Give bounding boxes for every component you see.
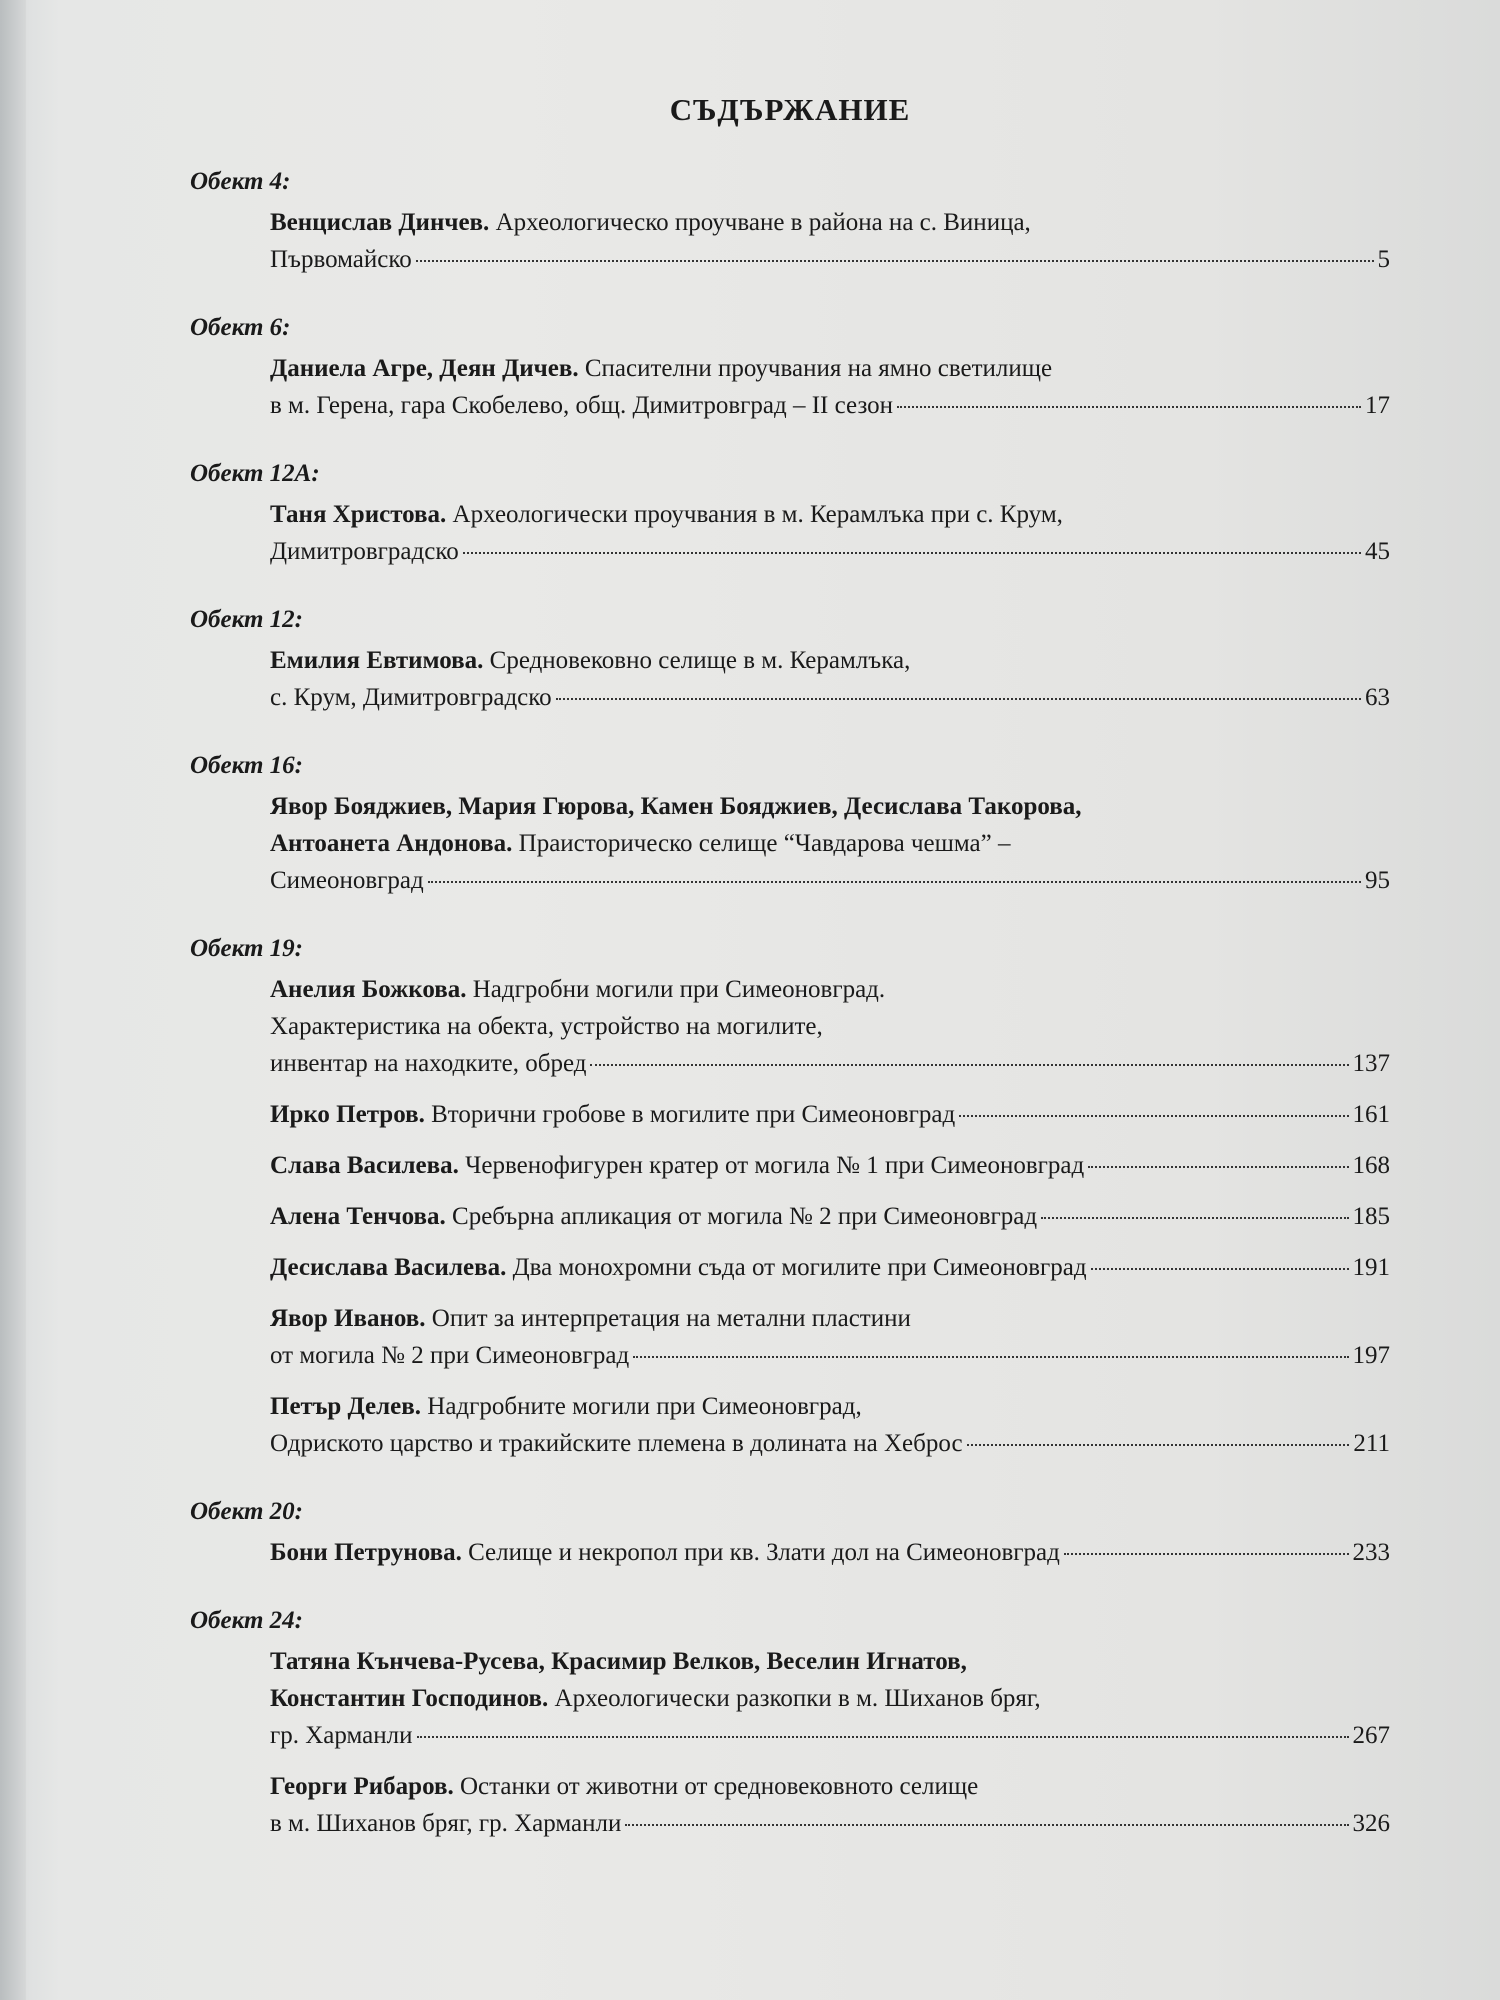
entry-line	[270, 1680, 1390, 1717]
entry-line	[270, 642, 1390, 679]
entry-last-line	[270, 1534, 1390, 1571]
entry-last-line	[270, 387, 1390, 424]
page-number: 45	[1365, 538, 1390, 565]
dot-leader	[417, 1736, 1349, 1738]
toc-section	[190, 933, 1390, 1462]
entry-title-part: Два монохромни съда от могилите при Симеоновград	[512, 1254, 1087, 1281]
dot-leader	[1091, 1268, 1349, 1270]
dot-leader	[897, 406, 1361, 408]
page-title: СЪДЪРЖАНИЕ	[669, 92, 911, 127]
object-label: Обект 19:	[190, 935, 303, 962]
entry-title-part: Симеоновград	[270, 867, 424, 894]
entry-title-part: Надгробните могили при Симеоновград,	[427, 1393, 862, 1420]
entry-title-part: Опит за интерпретация на метални пластини	[431, 1305, 911, 1332]
toc-entry	[270, 1249, 1390, 1286]
entry-title-part: Димитровградско	[270, 538, 459, 565]
entry-authors: Алена Тенчова.	[270, 1203, 446, 1230]
entry-title-part: в м. Герена, гара Скобелево, общ. Димитровград – II сезон	[270, 392, 894, 419]
page-number: 63	[1365, 684, 1390, 711]
toc-entry	[270, 788, 1390, 899]
entry-authors: Бони Петрунова.	[270, 1539, 462, 1566]
entry-text	[270, 204, 1390, 278]
entry-title-part: Средновековно селище в м. Керамлъка,	[489, 647, 911, 674]
entry-last-text	[270, 533, 459, 570]
entry-authors: Антоанета Андонова.	[270, 830, 513, 857]
entry-last-line	[270, 1249, 1390, 1286]
dot-leader	[967, 1444, 1350, 1446]
page-number: 137	[1352, 1050, 1390, 1077]
entry-last-line	[270, 1425, 1390, 1462]
page-number: 168	[1352, 1152, 1390, 1179]
entry-text	[270, 1147, 1390, 1184]
page-number: 211	[1353, 1430, 1390, 1457]
entry-last-text	[270, 1337, 629, 1374]
entry-text	[270, 788, 1390, 899]
entry-authors: Георги Рибаров.	[270, 1773, 454, 1800]
entry-title-part: от могила № 2 при Симеоновград	[270, 1342, 630, 1369]
toc-section	[190, 458, 1390, 570]
entry-authors: Даниела Агре, Деян Дичев.	[270, 355, 579, 382]
toc-entry	[270, 1096, 1390, 1133]
toc-section	[190, 750, 1390, 899]
entry-title-part: Сребърна апликация от могила № 2 при Симеоновград	[452, 1203, 1038, 1230]
entry-last-text	[270, 1805, 621, 1842]
entry-text	[270, 350, 1390, 424]
entry-line	[270, 971, 1390, 1008]
object-label: Обект 20:	[190, 1498, 303, 1525]
entry-title-part: Археологически разкопки в м. Шиханов бряг,	[554, 1685, 1041, 1712]
entry-last-text	[270, 1147, 1084, 1184]
entry-line	[270, 204, 1390, 241]
page-number: 5	[1377, 246, 1390, 273]
dot-leader	[590, 1064, 1348, 1066]
dot-leader	[1041, 1217, 1348, 1219]
entry-title-part: Археологически проучвания в м. Керамлъка при с. Крум,	[452, 501, 1063, 528]
dot-leader	[463, 552, 1361, 554]
entry-text	[270, 496, 1390, 570]
toc-entry	[270, 1768, 1390, 1842]
entry-last-line	[270, 1198, 1390, 1235]
object-label: Обект 6:	[190, 314, 291, 341]
entry-line	[270, 1008, 1390, 1045]
page-number: 191	[1352, 1254, 1390, 1281]
entry-last-text	[270, 1425, 963, 1462]
entry-title-part: Останки от животни от средновековното селище	[459, 1773, 979, 1800]
entry-last-text	[270, 1534, 1060, 1571]
entry-line	[270, 1388, 1390, 1425]
entry-title-part: Спасителни проучвания на ямно светилище	[584, 355, 1053, 382]
page-number: 233	[1352, 1539, 1390, 1566]
entry-title-part: Червенофигурен кратер от могила № 1 при Симеоновград	[465, 1152, 1085, 1179]
entry-text	[270, 1300, 1390, 1374]
entry-last-line	[270, 679, 1390, 716]
toc-entry	[270, 642, 1390, 716]
entry-text	[270, 1096, 1390, 1133]
entry-line	[270, 496, 1390, 533]
entry-last-line	[270, 533, 1390, 570]
entry-authors: Петър Делев.	[270, 1393, 422, 1420]
entry-title-part: Вторични гробове в могилите при Симеоновград	[431, 1101, 956, 1128]
toc-entry	[270, 1198, 1390, 1235]
toc-entry	[270, 971, 1390, 1082]
entry-text	[270, 1643, 1390, 1754]
dot-leader	[556, 698, 1361, 700]
toc-entry	[270, 1300, 1390, 1374]
entry-authors: Татяна Кънчева-Русева, Красимир Велков, Веселин Игнатов,	[270, 1648, 967, 1675]
toc-entry	[270, 204, 1390, 278]
toc-sections	[190, 166, 1390, 1842]
entry-title-part: в м. Шиханов бряг, гр. Харманли	[270, 1810, 622, 1837]
object-label: Обект 16:	[190, 752, 303, 779]
object-label: Обект 12:	[190, 606, 303, 633]
toc-section	[190, 604, 1390, 716]
object-label: Обект 12А:	[190, 460, 320, 487]
object-label: Обект 24:	[190, 1607, 303, 1634]
entry-authors: Ирко Петров.	[270, 1101, 425, 1128]
entry-title-part: Надгробни могили при Симеоновград.	[472, 976, 886, 1003]
entry-authors: Емилия Евтимова.	[270, 647, 484, 674]
toc-section	[190, 312, 1390, 424]
entry-last-line	[270, 862, 1390, 899]
toc-entry	[270, 1388, 1390, 1462]
page-binding-edge	[0, 0, 26, 2000]
entry-line	[270, 825, 1390, 862]
entry-last-line	[270, 1147, 1390, 1184]
dot-leader	[625, 1824, 1348, 1826]
page-number: 17	[1365, 392, 1390, 419]
toc-entry	[270, 496, 1390, 570]
entry-last-text	[270, 1198, 1037, 1235]
entry-title-part: Праисторическо селище “Чавдарова чешма” –	[518, 830, 1011, 857]
entry-text	[270, 1198, 1390, 1235]
entry-text	[270, 971, 1390, 1082]
entry-last-line	[270, 1717, 1390, 1754]
entry-last-text	[270, 387, 893, 424]
entry-last-line	[270, 241, 1390, 278]
object-label: Обект 4:	[190, 168, 291, 195]
entry-authors: Анелия Божкова.	[270, 976, 467, 1003]
entry-authors: Слава Василева.	[270, 1152, 459, 1179]
dot-leader	[959, 1115, 1348, 1117]
toc-section	[190, 1605, 1390, 1842]
toc-section	[190, 166, 1390, 278]
entry-line	[270, 788, 1390, 825]
page-number: 161	[1352, 1101, 1390, 1128]
page-number: 185	[1352, 1203, 1390, 1230]
entry-last-text	[270, 679, 552, 716]
entry-text	[270, 1768, 1390, 1842]
entry-title-part: Одриското царство и тракийските племена в долината на Хеброс	[270, 1430, 963, 1457]
dot-leader	[1064, 1553, 1349, 1555]
entry-authors: Таня Христова.	[270, 501, 447, 528]
entry-authors: Константин Господинов.	[270, 1685, 549, 1712]
entry-last-text	[270, 1249, 1087, 1286]
entry-title-part: инвентар на находките, обред	[270, 1050, 587, 1077]
table-of-contents	[190, 92, 1390, 1876]
dot-leader	[428, 881, 1361, 883]
entry-title-part: Характеристика на обекта, устройство на могилите,	[270, 1013, 823, 1040]
entry-title-part: с. Крум, Димитровградско	[270, 684, 552, 711]
entry-last-line	[270, 1805, 1390, 1842]
toc-entry	[270, 350, 1390, 424]
toc-section	[190, 1496, 1390, 1571]
entry-text	[270, 1534, 1390, 1571]
page-number: 326	[1352, 1810, 1390, 1837]
entry-last-text	[270, 1096, 955, 1133]
page-number: 95	[1365, 867, 1390, 894]
entry-last-text	[270, 862, 424, 899]
entry-authors: Явор Бояджиев, Мария Гюрова, Камен Бояджиев, Десислава Такорова,	[270, 793, 1082, 820]
entry-text	[270, 642, 1390, 716]
entry-last-text	[270, 1045, 586, 1082]
entry-last-text	[270, 241, 412, 278]
entry-last-line	[270, 1096, 1390, 1133]
entry-text	[270, 1249, 1390, 1286]
page-number: 267	[1352, 1722, 1390, 1749]
entry-title-part: гр. Харманли	[270, 1722, 413, 1749]
dot-leader	[633, 1356, 1348, 1358]
entry-authors: Явор Иванов.	[270, 1305, 426, 1332]
entry-last-line	[270, 1045, 1390, 1082]
page-number: 197	[1352, 1342, 1390, 1369]
entry-title-part: Селище и некропол при кв. Злати дол на Симеоновград	[468, 1539, 1060, 1566]
entry-authors: Десислава Василева.	[270, 1254, 507, 1281]
entry-text	[270, 1388, 1390, 1462]
dot-leader	[416, 260, 1374, 262]
entry-last-line	[270, 1337, 1390, 1374]
toc-entry	[270, 1534, 1390, 1571]
entry-last-text	[270, 1717, 413, 1754]
entry-line	[270, 1768, 1390, 1805]
entry-authors: Венцислав Динчев.	[270, 209, 490, 236]
toc-entry	[270, 1147, 1390, 1184]
entry-title-part: Археологическо проучване в района на с. Виница,	[495, 209, 1031, 236]
toc-entry	[270, 1643, 1390, 1754]
entry-line	[270, 350, 1390, 387]
dot-leader	[1088, 1166, 1348, 1168]
entry-title-part: Първомайско	[270, 246, 412, 273]
entry-line	[270, 1643, 1390, 1680]
entry-line	[270, 1300, 1390, 1337]
